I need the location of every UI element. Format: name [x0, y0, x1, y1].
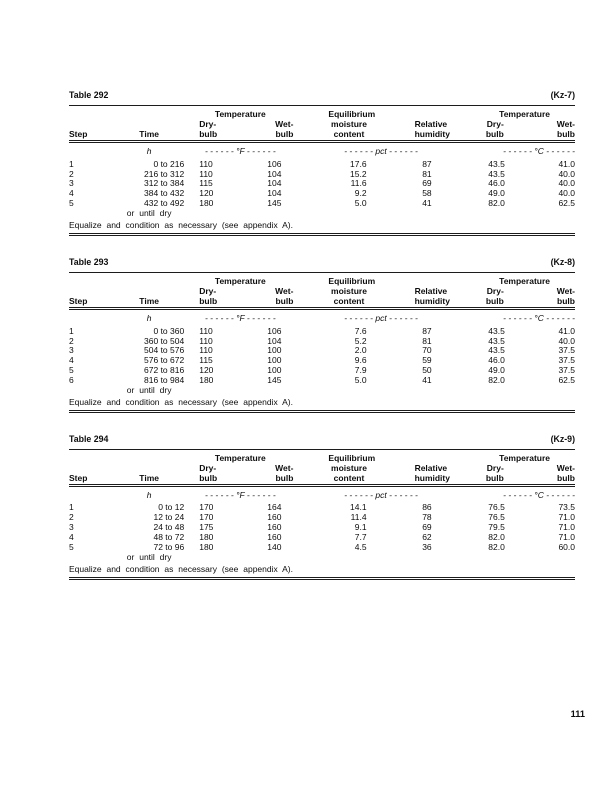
wet-bulb-c-header: bulb [506, 297, 575, 308]
table-code: (Kz-7) [550, 90, 575, 100]
temperature-f-group-header: Temperature [214, 452, 266, 463]
spacer [187, 386, 575, 396]
cell-time: 24 to 48 [153, 522, 185, 533]
spacer [69, 386, 111, 396]
cell-time: 360 to 504 [144, 335, 185, 346]
dry-bulb-f-header: Dry- [199, 118, 217, 129]
cell-step: 3 [69, 522, 74, 533]
table-code: (Kz-9) [550, 433, 575, 444]
section-table-293 [69, 257, 575, 413]
percent-unit-label: - - - - - - pct - - - - - - [344, 312, 418, 323]
dry-bulb-c-header: Dry- [486, 285, 504, 296]
cell-dry-bulb-c: 76.5 [488, 512, 505, 523]
cell-emc: 9.2 [354, 188, 367, 199]
wet-bulb-f-header: bulb [237, 297, 293, 308]
cell-emc: 9.1 [354, 522, 367, 533]
table-title: Table 293 [69, 256, 109, 267]
until-dry-note: or until dry [126, 208, 172, 219]
until-dry-note: or until dry [126, 552, 172, 562]
cell-wet-bulb-c: 40.0 [558, 178, 575, 189]
table-title-bar [69, 257, 575, 268]
cell-wet-bulb-c: 62.5 [558, 375, 575, 386]
fahrenheit-unit-label: - - - - - - °F - - - - - - [204, 145, 276, 156]
table-row [69, 485, 575, 503]
dry-bulb-f-header: bulb [187, 130, 237, 141]
cell-time: 48 to 72 [153, 532, 185, 543]
cell-dry-bulb-f: 175 [199, 522, 214, 533]
cell-emc: 11.6 [350, 178, 367, 189]
cell-time: 816 to 984 [144, 375, 185, 386]
table-row [69, 141, 575, 159]
cell-dry-bulb-c: 43.5 [488, 325, 505, 336]
table-row [69, 386, 575, 396]
cell-step: 5 [69, 365, 74, 376]
cell-relative-humidity: 69 [422, 178, 432, 189]
cell-step: 4 [69, 532, 74, 543]
spacer [187, 553, 575, 563]
table-title: Table 292 [69, 90, 109, 100]
cell-wet-bulb-c: 71.0 [558, 512, 575, 523]
cell-wet-bulb-f: 100 [267, 345, 282, 356]
rh-header-line1: Relative [414, 462, 448, 473]
cell-time: 12 to 24 [153, 512, 185, 523]
celsius-unit-label: - - - - - - °C - - - - - - [503, 312, 575, 323]
time-unit-label: h [146, 145, 152, 156]
cell-relative-humidity: 69 [422, 522, 432, 533]
dry-bulb-f-header: bulb [187, 297, 237, 308]
cell-wet-bulb-f: 104 [267, 178, 282, 189]
table-row [69, 308, 575, 326]
emc-header-line2: moisture [331, 285, 367, 296]
cell-dry-bulb-c: 82.0 [488, 198, 505, 209]
time-unit-label: h [146, 312, 152, 323]
cell-emc: 2.0 [354, 345, 367, 356]
cell-step: 5 [69, 198, 74, 209]
cell-time: 0 to 216 [153, 158, 185, 169]
cell-time: 0 to 360 [153, 325, 185, 336]
table-footnote: Equalize and condition as necessary (see appendix A). [69, 563, 575, 578]
schedule-table [69, 272, 575, 413]
cell-relative-humidity: 87 [422, 158, 432, 169]
cell-wet-bulb-c: 62.5 [558, 198, 575, 209]
dry-bulb-f-header: bulb [187, 474, 237, 485]
wet-bulb-f-header: bulb [237, 130, 293, 141]
cell-emc: 11.4 [350, 512, 367, 523]
cell-dry-bulb-f: 115 [199, 355, 213, 366]
cell-dry-bulb-f: 180 [199, 532, 214, 543]
cell-dry-bulb-c: 79.5 [488, 522, 505, 533]
cell-step: 1 [69, 158, 74, 169]
cell-dry-bulb-c: 76.5 [488, 502, 505, 513]
cell-relative-humidity: 78 [422, 512, 432, 523]
spacer [69, 308, 111, 326]
cell-relative-humidity: 86 [422, 502, 432, 513]
cell-dry-bulb-c: 43.5 [488, 168, 505, 179]
step-header: Step [69, 474, 111, 485]
dry-bulb-c-header: bulb [434, 297, 506, 308]
cell-emc: 17.6 [350, 158, 367, 169]
cell-relative-humidity: 87 [422, 325, 432, 336]
cell-step: 3 [69, 345, 74, 356]
cell-time: 384 to 432 [144, 188, 185, 199]
cell-wet-bulb-f: 100 [267, 365, 282, 376]
wet-bulb-c-header: bulb [506, 474, 575, 485]
table-row [69, 449, 575, 463]
cell-emc: 7.7 [354, 532, 367, 543]
wet-bulb-c-header: Wet- [556, 462, 575, 473]
cell-wet-bulb-c: 71.0 [558, 522, 575, 533]
cell-time: 432 to 492 [144, 198, 185, 209]
step-header: Step [69, 130, 111, 141]
wet-bulb-c-header: Wet- [556, 285, 575, 296]
dry-bulb-f-header: Dry- [199, 285, 217, 296]
cell-relative-humidity: 58 [422, 188, 432, 199]
time-unit-label: h [146, 489, 152, 500]
cell-relative-humidity: 81 [422, 168, 432, 179]
cell-dry-bulb-f: 110 [199, 345, 213, 356]
spacer [69, 106, 187, 120]
table-row [69, 106, 575, 120]
cell-relative-humidity: 50 [422, 365, 432, 376]
wet-bulb-f-header: bulb [237, 474, 293, 485]
cell-dry-bulb-f: 120 [199, 365, 214, 376]
cell-relative-humidity: 41 [422, 375, 432, 386]
dry-bulb-c-header: Dry- [486, 118, 504, 129]
table-row [69, 474, 575, 485]
cell-wet-bulb-c: 37.5 [558, 365, 575, 376]
cell-emc: 15.2 [350, 168, 367, 179]
spacer [69, 485, 111, 503]
cell-wet-bulb-f: 160 [267, 522, 282, 533]
celsius-unit-label: - - - - - - °C - - - - - - [503, 145, 575, 156]
wet-bulb-f-header: Wet- [275, 462, 294, 473]
cell-relative-humidity: 62 [422, 532, 432, 543]
cell-wet-bulb-f: 106 [267, 325, 282, 336]
cell-step: 2 [69, 168, 74, 179]
cell-relative-humidity: 70 [422, 345, 432, 356]
cell-dry-bulb-f: 110 [199, 335, 213, 346]
cell-dry-bulb-c: 43.5 [488, 345, 505, 356]
cell-step: 1 [69, 502, 74, 513]
cell-dry-bulb-f: 115 [199, 178, 213, 189]
cell-wet-bulb-f: 140 [267, 542, 282, 553]
cell-dry-bulb-f: 180 [199, 198, 214, 209]
cell-step: 2 [69, 512, 74, 523]
cell-emc: 7.9 [354, 365, 367, 376]
emc-header-line3: content [293, 297, 369, 308]
cell-wet-bulb-f: 104 [267, 168, 282, 179]
cell-emc: 4.5 [354, 542, 367, 553]
cell-wet-bulb-f: 104 [267, 188, 282, 199]
cell-time: 72 to 96 [153, 542, 185, 553]
fahrenheit-unit-label: - - - - - - °F - - - - - - [204, 312, 276, 323]
temperature-f-group-header: Temperature [214, 109, 266, 119]
dry-bulb-f-header: Dry- [199, 462, 217, 473]
table-row [69, 219, 575, 234]
table-row [69, 327, 575, 337]
table-row [69, 396, 575, 411]
cell-wet-bulb-c: 40.0 [558, 188, 575, 199]
cell-dry-bulb-c: 46.0 [488, 178, 505, 189]
emc-header-line3: content [293, 130, 369, 141]
cell-emc: 7.6 [354, 325, 367, 336]
cell-time: 312 to 384 [144, 178, 185, 189]
cell-dry-bulb-f: 180 [199, 375, 214, 386]
tables-container [69, 90, 575, 601]
section-table-294 [69, 434, 575, 580]
time-header: Time [111, 474, 187, 485]
dry-bulb-c-header: bulb [434, 474, 506, 485]
temperature-f-group-header: Temperature [214, 275, 266, 286]
time-header: Time [111, 297, 187, 308]
percent-unit-label: - - - - - - pct - - - - - - [344, 145, 418, 156]
spacer [370, 106, 434, 120]
cell-step: 1 [69, 325, 74, 336]
cell-dry-bulb-f: 110 [199, 168, 213, 179]
table-footnote: Equalize and condition as necessary (see appendix A). [69, 396, 575, 411]
cell-wet-bulb-f: 106 [267, 158, 282, 169]
cell-dry-bulb-c: 49.0 [488, 188, 505, 199]
table-title: Table 294 [69, 433, 109, 444]
cell-dry-bulb-f: 170 [199, 512, 214, 523]
spacer [370, 449, 434, 463]
cell-step: 6 [69, 375, 74, 386]
rh-header-line2: humidity [370, 297, 434, 308]
table-row [69, 297, 575, 308]
cell-wet-bulb-f: 160 [267, 512, 282, 523]
cell-time: 672 to 816 [144, 365, 185, 376]
cell-dry-bulb-c: 82.0 [488, 375, 505, 386]
temperature-c-group-header: Temperature [499, 452, 550, 463]
spacer [69, 272, 187, 286]
cell-wet-bulb-c: 41.0 [558, 325, 575, 336]
emc-header-line2: moisture [331, 462, 367, 473]
cell-emc: 5.0 [354, 375, 367, 386]
wet-bulb-c-header: Wet- [556, 118, 575, 129]
cell-dry-bulb-f: 120 [199, 188, 214, 199]
cell-time: 504 to 576 [144, 345, 185, 356]
spacer [69, 553, 111, 563]
cell-dry-bulb-f: 110 [199, 325, 213, 336]
schedule-table [69, 449, 575, 580]
cell-time: 0 to 12 [158, 502, 185, 513]
until-dry-note: or until dry [126, 385, 172, 396]
dry-bulb-c-header: bulb [434, 130, 506, 141]
cell-wet-bulb-f: 104 [267, 335, 282, 346]
emc-header-line3: content [293, 474, 369, 485]
cell-dry-bulb-c: 46.0 [488, 355, 505, 366]
table-footnote: Equalize and condition as necessary (see appendix A). [69, 219, 575, 234]
cell-step: 5 [69, 542, 74, 553]
cell-wet-bulb-c: 37.5 [558, 345, 575, 356]
cell-step: 2 [69, 335, 74, 346]
cell-dry-bulb-c: 49.0 [488, 365, 505, 376]
percent-unit-label: - - - - - - pct - - - - - - [344, 489, 418, 500]
cell-wet-bulb-c: 60.0 [558, 542, 575, 553]
cell-step: 4 [69, 355, 74, 366]
cell-wet-bulb-c: 37.5 [558, 355, 575, 366]
cell-wet-bulb-c: 40.0 [558, 168, 575, 179]
temperature-c-group-header: Temperature [499, 109, 550, 119]
cell-emc: 9.6 [354, 355, 367, 366]
wet-bulb-f-header: Wet- [275, 285, 294, 296]
cell-time: 576 to 672 [144, 355, 185, 366]
cell-wet-bulb-f: 164 [267, 502, 282, 513]
wet-bulb-c-header: bulb [506, 130, 575, 141]
cell-step: 4 [69, 188, 74, 199]
cell-relative-humidity: 59 [422, 355, 432, 366]
cell-wet-bulb-f: 145 [267, 375, 282, 386]
emc-header-line1: Equilibrium [328, 109, 376, 119]
spacer [69, 449, 187, 463]
cell-emc: 5.2 [354, 335, 367, 346]
spacer [370, 272, 434, 286]
cell-relative-humidity: 81 [422, 335, 432, 346]
emc-header-line1: Equilibrium [328, 452, 376, 463]
cell-dry-bulb-f: 170 [199, 502, 214, 513]
celsius-unit-label: - - - - - - °C - - - - - - [503, 489, 575, 500]
emc-header-line2: moisture [331, 118, 367, 129]
section-table-292 [69, 90, 575, 236]
cell-step: 3 [69, 178, 74, 189]
cell-dry-bulb-c: 82.0 [488, 542, 505, 553]
cell-wet-bulb-c: 41.0 [558, 158, 575, 169]
rh-header-line1: Relative [414, 285, 448, 296]
cell-dry-bulb-f: 180 [199, 542, 214, 553]
table-row [69, 272, 575, 286]
cell-dry-bulb-c: 82.0 [488, 532, 505, 543]
table-title-bar [69, 90, 575, 101]
rh-header-line1: Relative [414, 118, 448, 129]
dry-bulb-c-header: Dry- [486, 462, 504, 473]
table-row [69, 563, 575, 578]
cell-emc: 5.0 [354, 198, 367, 209]
cell-wet-bulb-f: 160 [267, 532, 282, 543]
cell-relative-humidity: 41 [422, 198, 432, 209]
cell-dry-bulb-f: 110 [199, 158, 213, 169]
fahrenheit-unit-label: - - - - - - °F - - - - - - [204, 489, 276, 500]
spacer [69, 141, 111, 159]
table-title-bar [69, 434, 575, 445]
rh-header-line2: humidity [370, 130, 434, 141]
cell-time: 216 to 312 [144, 168, 185, 179]
table-code: (Kz-8) [550, 256, 575, 267]
table-row [69, 130, 575, 141]
emc-header-line1: Equilibrium [328, 275, 376, 286]
step-header: Step [69, 297, 111, 308]
spacer [187, 209, 575, 219]
schedule-table [69, 105, 575, 236]
temperature-c-group-header: Temperature [499, 275, 550, 286]
page-number: 111 [570, 709, 585, 719]
table-row [69, 209, 575, 219]
cell-wet-bulb-c: 40.0 [558, 335, 575, 346]
cell-wet-bulb-c: 71.0 [558, 532, 575, 543]
cell-emc: 14.1 [350, 502, 367, 513]
wet-bulb-f-header: Wet- [275, 118, 294, 129]
cell-wet-bulb-f: 145 [267, 198, 282, 209]
spacer [69, 209, 111, 219]
time-header: Time [111, 130, 187, 141]
cell-wet-bulb-c: 73.5 [558, 502, 575, 513]
rh-header-line2: humidity [370, 474, 434, 485]
cell-wet-bulb-f: 100 [267, 355, 282, 366]
cell-dry-bulb-c: 43.5 [488, 158, 505, 169]
table-row [69, 553, 575, 563]
cell-dry-bulb-c: 43.5 [488, 335, 505, 346]
cell-relative-humidity: 36 [422, 542, 432, 553]
